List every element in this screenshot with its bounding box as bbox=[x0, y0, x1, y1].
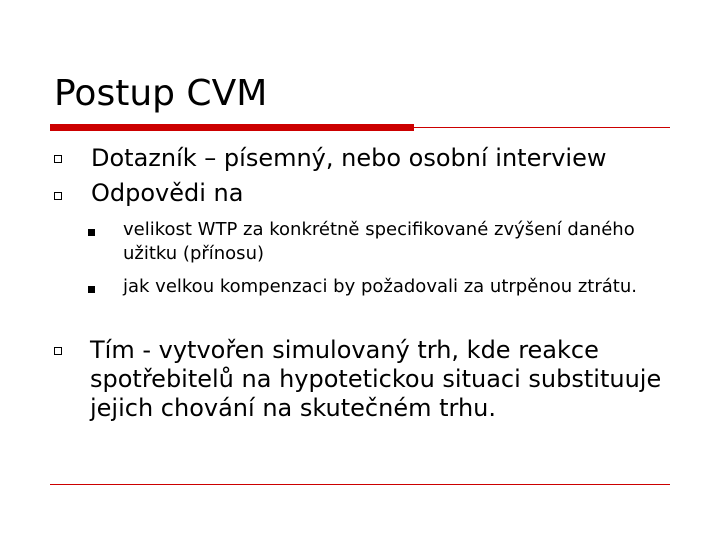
footer-divider bbox=[50, 484, 670, 485]
filled-square-bullet-icon bbox=[88, 286, 95, 293]
hollow-square-bullet-icon bbox=[54, 347, 62, 355]
hollow-square-bullet-icon bbox=[54, 155, 62, 163]
slide-title: Postup CVM bbox=[54, 73, 268, 114]
hollow-square-bullet-icon bbox=[54, 192, 62, 200]
bullet-3-text: Tím - vytvořen simulovaný trh, kde reakce spotřebitelů na hypotetickou situaci substituuje jejich chování na skutečném trhu. bbox=[90, 336, 662, 422]
sub-bullet-1-text: velikost WTP za konkrétně specifikované zvýšení daného užitku (přínosu) bbox=[123, 219, 635, 264]
title-underline bbox=[414, 127, 670, 128]
bullet-2-text: Odpovědi na bbox=[91, 179, 244, 207]
sub-bullet-2-text: jak velkou kompenzaci by požadovali za utrpěnou ztrátu. bbox=[123, 276, 637, 297]
bullet-1-text: Dotazník – písemný, nebo osobní interview bbox=[91, 144, 607, 172]
filled-square-bullet-icon bbox=[88, 229, 95, 236]
title-accent-bar bbox=[50, 124, 414, 131]
